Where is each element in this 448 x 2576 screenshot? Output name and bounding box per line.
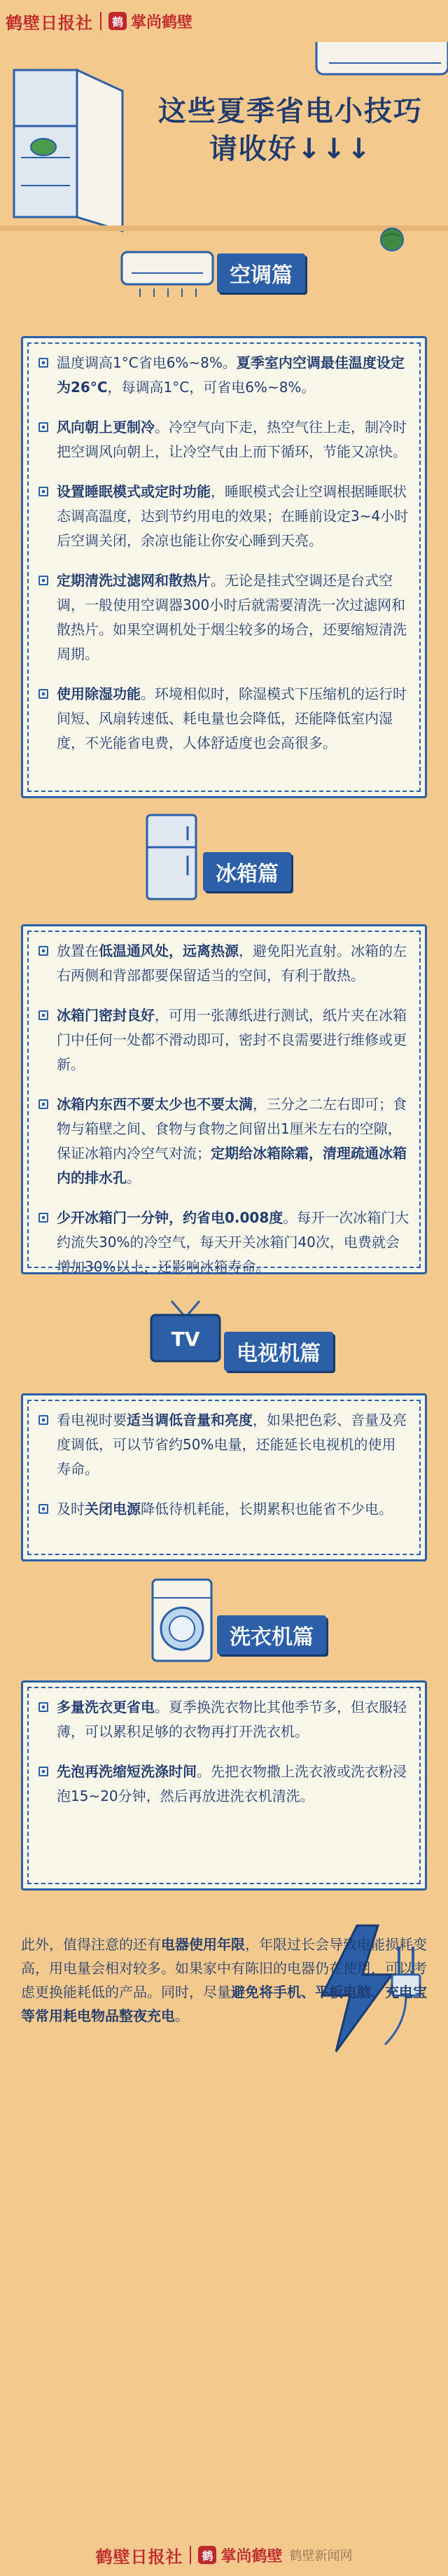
app-logo [108, 11, 192, 32]
bullet-icon [38, 946, 48, 956]
bullet-icon [38, 1213, 48, 1223]
footer-note: 此外，值得注意的还有电器使用年限，年限过长会导致电能损耗变高，用电量会相对较多。如果家中有陈旧的电器仍在使用，可以考虑更换能耗低的产品。同时，尽量避免将手机、平板电脑、充电宝等常用耗电物品整夜充电。 [21, 1936, 427, 2024]
bullet-icon [38, 1702, 48, 1712]
washer-section-header [147, 1575, 326, 1666]
hero-title-line2: 请收好↓↓↓ [209, 133, 372, 165]
fridge-tip-2: 冰箱门密封良好，可用一张薄纸进行测试，纸片夹在冰箱门中任何一处都不滑动即可，密封不良需要进行维修或更新。 [38, 1003, 410, 1077]
washer-tip-2: 先泡再洗缩短洗涤时间。先把衣物撒上洗衣液或洗衣粉浸泡15~20分钟，然后再放进洗衣机清洗。 [38, 1760, 410, 1809]
bullet-icon [38, 689, 48, 699]
news-site-label: 鹤壁新闻网 [289, 2549, 353, 2563]
tv-icon [147, 1295, 224, 1372]
ac-tip-4: 定期清洗过滤网和散热片。无论是挂式空调还是台式空调，一般使用空调器300小时后就需要清洗一次过滤网和散热片。如果空调机处于烟尘较多的场合，还要缩短清洗周期。 [38, 569, 410, 667]
newspaper-logo-bottom: 鹤壁日报社 [95, 2546, 183, 2567]
crane-logo-icon: 鹤 [108, 12, 127, 30]
ac-tips-card [21, 336, 427, 798]
bullet-icon [38, 358, 48, 368]
watermelon-icon [381, 228, 403, 251]
bottom-brand-bar [0, 2534, 448, 2576]
ac-section-tag: 空调篇 [217, 253, 305, 293]
bullet-icon [38, 1415, 48, 1425]
bullet-icon [38, 422, 48, 432]
tv-tip-2: 及时关闭电源降低待机耗能，长期累积也能省不少电。 [38, 1497, 410, 1522]
hero-banner [0, 42, 448, 252]
tv-tip-1: 看电视时要适当调低音量和亮度，如果把色彩、音量及亮度调低，可以节省约50%电量，还能延长电视机的使用寿命。 [38, 1408, 410, 1482]
app-name: 掌尚鹤壁 [131, 13, 193, 32]
fridge-section-header [140, 812, 291, 903]
washer-tip-1: 多量洗衣更省电。夏季换洗衣物比其他季节多，但衣服轻薄，可以累积足够的衣物再打开洗衣机。 [38, 1695, 410, 1744]
fridge-tip-1: 放置在低温通风处，远离热源，避免阳光直射。冰箱的左右两侧和背部都要保留适当的空间，有利于散热。 [38, 939, 410, 988]
wall-ac-icon [316, 42, 448, 74]
fridge-section-tag: 冰箱篇 [203, 852, 291, 891]
tv-section-header [147, 1295, 333, 1372]
fridge-tips-card [21, 924, 427, 1274]
logo-divider [100, 12, 102, 30]
ac-tip-3: 设置睡眠模式或定时功能，睡眠模式会让空调根据睡眠状态调高温度，达到节约用电的效果；在睡前设定3~4小时后空调关闭，余凉也能让你安心睡到天亮。 [38, 480, 410, 553]
crane-logo-icon-bottom: 鹤 [198, 2546, 216, 2564]
app-logo-bottom [198, 2544, 282, 2566]
tv-section-tag: 电视机篇 [224, 1332, 333, 1371]
tv-tips-card [21, 1393, 427, 1561]
top-brand-bar [0, 0, 448, 42]
bullet-icon [38, 487, 48, 496]
open-fridge-icon [14, 70, 122, 231]
bullet-icon [38, 576, 48, 585]
bullet-icon [38, 1767, 48, 1776]
fridge-icon [140, 812, 203, 903]
hero-title [140, 92, 441, 168]
fridge-tip-3: 冰箱内东西不要太少也不要太满，三分之二左右即可；食物与箱壁之间、食物与食物之间留出1厘米左右的空隙，保证冰箱内冷空气对流；定期给冰箱除霜，清理疏通冰箱内的排水孔。 [38, 1092, 410, 1190]
ac-tip-2: 风向朝上更制冷。冷空气向下走，热空气往上走，制冷时把空调风向朝上，让冷空气由上而下循环，节能又凉快。 [38, 415, 410, 464]
washer-tips-card [21, 1680, 427, 1891]
ac-tip-5: 使用除湿功能。环境相似时，除湿模式下压缩机的运行时间短、风扇转速低、耗电量也会降低，还能降低室内湿度，不光能省电费，人体舒适度也会高很多。 [38, 682, 410, 756]
bullet-icon [38, 1010, 48, 1020]
tv-screen-text: TV [171, 1328, 200, 1351]
ac-tip-1: 温度调高1°C省电6%~8%。夏季室内空调最佳温度设定为26°C，每调高1°C，可省电6%~8%。 [38, 351, 410, 400]
app-name-bottom: 掌尚鹤壁 [220, 2547, 283, 2565]
bullet-icon [38, 1504, 48, 1514]
ac-unit-icon [119, 245, 217, 301]
hero-title-line1: 这些夏季省电小技巧 [158, 95, 423, 127]
ac-section-header [119, 245, 305, 301]
washing-machine-icon [147, 1575, 217, 1666]
fridge-tip-4: 少开冰箱门一分钟，约省电0.008度。每开一次冰箱门大约流失30%的冷空气，每天开关冰箱门40次，电费就会增加30%以上，还影响冰箱寿命。 [38, 1206, 410, 1279]
logo-divider-bottom [190, 2546, 191, 2564]
bullet-icon [38, 1099, 48, 1109]
washer-section-tag: 洗衣机篇 [217, 1615, 326, 1655]
newspaper-logo: 鹤壁日报社 [6, 12, 93, 33]
